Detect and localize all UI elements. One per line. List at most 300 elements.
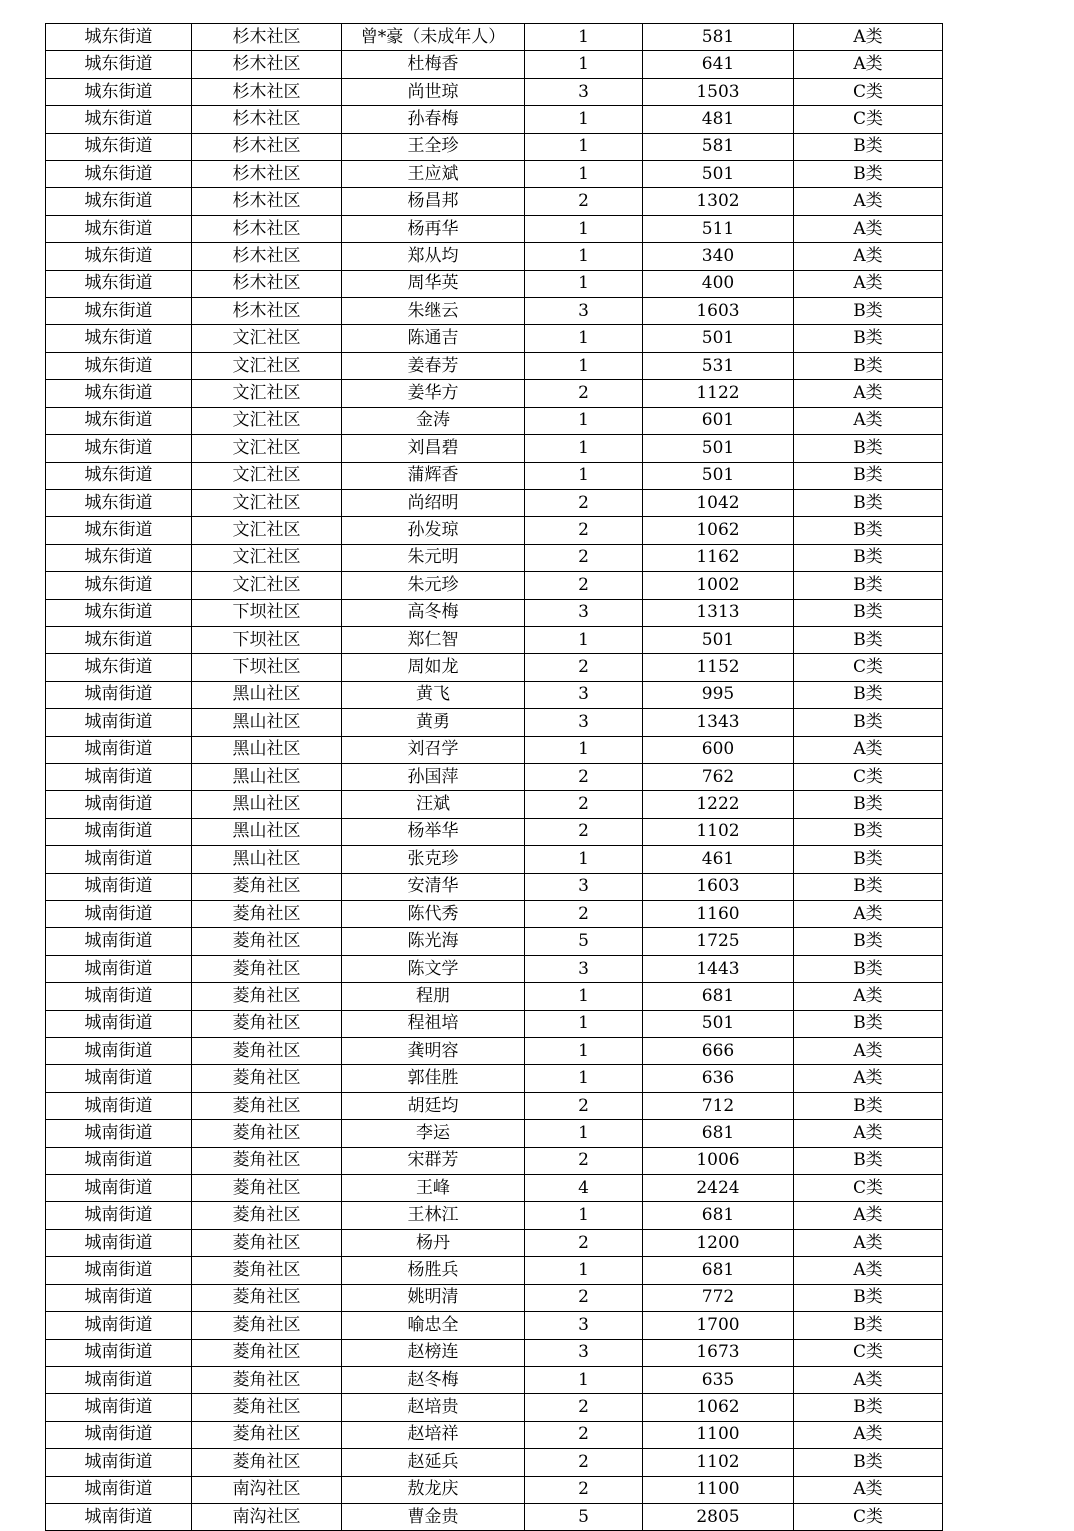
- amount-cell: 600: [643, 736, 794, 763]
- amount-cell: 1100: [643, 1476, 794, 1503]
- name-cell: 孙春梅: [342, 106, 525, 133]
- community-cell: 菱角社区: [192, 1312, 342, 1339]
- table-row: [46, 407, 943, 434]
- category-cell: A类: [794, 215, 943, 242]
- category-cell: B类: [794, 846, 943, 873]
- community-cell: 下坝社区: [192, 599, 342, 626]
- table-row: [46, 626, 943, 653]
- category-cell: B类: [794, 489, 943, 516]
- table-row: [46, 1503, 943, 1530]
- table-row: [46, 1175, 943, 1202]
- category-cell: A类: [794, 1202, 943, 1229]
- category-cell: A类: [794, 1038, 943, 1065]
- table-row: [46, 215, 943, 242]
- name-cell: 曾*豪（未成年人）: [342, 24, 525, 51]
- name-cell: 赵延兵: [342, 1449, 525, 1476]
- name-cell: 程朋: [342, 983, 525, 1010]
- street-cell: 城南街道: [46, 1175, 192, 1202]
- household-size-cell: 1: [525, 1120, 643, 1147]
- community-cell: 杉木社区: [192, 133, 342, 160]
- community-cell: 菱角社区: [192, 1449, 342, 1476]
- amount-cell: 2424: [643, 1175, 794, 1202]
- name-cell: 杨昌邦: [342, 188, 525, 215]
- household-size-cell: 1: [525, 462, 643, 489]
- street-cell: 城东街道: [46, 78, 192, 105]
- household-size-cell: 1: [525, 1038, 643, 1065]
- table-row: [46, 51, 943, 78]
- household-size-cell: 2: [525, 1147, 643, 1174]
- table-row: [46, 1202, 943, 1229]
- name-cell: 杨胜兵: [342, 1257, 525, 1284]
- street-cell: 城南街道: [46, 901, 192, 928]
- household-size-cell: 2: [525, 188, 643, 215]
- household-size-cell: 3: [525, 681, 643, 708]
- table-row: [46, 298, 943, 325]
- name-cell: 刘昌碧: [342, 435, 525, 462]
- amount-cell: 1006: [643, 1147, 794, 1174]
- name-cell: 赵冬梅: [342, 1366, 525, 1393]
- category-cell: B类: [794, 928, 943, 955]
- street-cell: 城南街道: [46, 873, 192, 900]
- household-size-cell: 1: [525, 1366, 643, 1393]
- name-cell: 郑仁智: [342, 626, 525, 653]
- household-size-cell: 3: [525, 1312, 643, 1339]
- amount-cell: 712: [643, 1092, 794, 1119]
- household-size-cell: 2: [525, 654, 643, 681]
- category-cell: B类: [794, 325, 943, 352]
- amount-cell: 1102: [643, 818, 794, 845]
- name-cell: 曹金贵: [342, 1503, 525, 1530]
- community-cell: 黑山社区: [192, 736, 342, 763]
- amount-cell: 1503: [643, 78, 794, 105]
- category-cell: A类: [794, 243, 943, 270]
- name-cell: 张克珍: [342, 846, 525, 873]
- street-cell: 城南街道: [46, 1284, 192, 1311]
- community-cell: 杉木社区: [192, 106, 342, 133]
- name-cell: 黄勇: [342, 709, 525, 736]
- street-cell: 城东街道: [46, 24, 192, 51]
- street-cell: 城南街道: [46, 1065, 192, 1092]
- community-cell: 黑山社区: [192, 709, 342, 736]
- amount-cell: 481: [643, 106, 794, 133]
- community-cell: 菱角社区: [192, 1038, 342, 1065]
- community-cell: 菱角社区: [192, 1284, 342, 1311]
- community-cell: 杉木社区: [192, 270, 342, 297]
- name-cell: 喻忠全: [342, 1312, 525, 1339]
- table-row: [46, 654, 943, 681]
- street-cell: 城南街道: [46, 1476, 192, 1503]
- community-cell: 南沟社区: [192, 1503, 342, 1530]
- street-cell: 城东街道: [46, 517, 192, 544]
- name-cell: 朱继云: [342, 298, 525, 325]
- community-cell: 文汇社区: [192, 572, 342, 599]
- street-cell: 城南街道: [46, 1449, 192, 1476]
- table-row: [46, 380, 943, 407]
- community-cell: 杉木社区: [192, 24, 342, 51]
- street-cell: 城东街道: [46, 544, 192, 571]
- table-row: [46, 572, 943, 599]
- table-row: [46, 106, 943, 133]
- amount-cell: 681: [643, 1120, 794, 1147]
- street-cell: 城南街道: [46, 928, 192, 955]
- household-size-cell: 1: [525, 1065, 643, 1092]
- community-cell: 杉木社区: [192, 188, 342, 215]
- table-row: [46, 791, 943, 818]
- category-cell: B类: [794, 1092, 943, 1119]
- amount-cell: 681: [643, 1202, 794, 1229]
- category-cell: A类: [794, 270, 943, 297]
- category-cell: B类: [794, 599, 943, 626]
- category-cell: B类: [794, 709, 943, 736]
- table-body: [46, 24, 943, 1531]
- household-size-cell: 1: [525, 407, 643, 434]
- table-row: [46, 462, 943, 489]
- street-cell: 城东街道: [46, 407, 192, 434]
- street-cell: 城南街道: [46, 1038, 192, 1065]
- table-row: [46, 325, 943, 352]
- category-cell: B类: [794, 1394, 943, 1421]
- community-cell: 菱角社区: [192, 1339, 342, 1366]
- community-cell: 菱角社区: [192, 901, 342, 928]
- amount-cell: 400: [643, 270, 794, 297]
- category-cell: A类: [794, 1366, 943, 1393]
- category-cell: A类: [794, 736, 943, 763]
- name-cell: 陈代秀: [342, 901, 525, 928]
- street-cell: 城南街道: [46, 1010, 192, 1037]
- table-row: [46, 1257, 943, 1284]
- community-cell: 菱角社区: [192, 1092, 342, 1119]
- household-size-cell: 2: [525, 1229, 643, 1256]
- street-cell: 城南街道: [46, 818, 192, 845]
- street-cell: 城东街道: [46, 352, 192, 379]
- community-cell: 文汇社区: [192, 435, 342, 462]
- household-size-cell: 3: [525, 873, 643, 900]
- category-cell: B类: [794, 462, 943, 489]
- category-cell: A类: [794, 24, 943, 51]
- name-cell: 程祖培: [342, 1010, 525, 1037]
- table-row: [46, 270, 943, 297]
- street-cell: 城东街道: [46, 572, 192, 599]
- street-cell: 城南街道: [46, 1503, 192, 1530]
- table-row: [46, 133, 943, 160]
- amount-cell: 995: [643, 681, 794, 708]
- amount-cell: 641: [643, 51, 794, 78]
- household-size-cell: 2: [525, 901, 643, 928]
- amount-cell: 1313: [643, 599, 794, 626]
- name-cell: 蒲辉香: [342, 462, 525, 489]
- name-cell: 龚明容: [342, 1038, 525, 1065]
- amount-cell: 666: [643, 1038, 794, 1065]
- community-cell: 菱角社区: [192, 873, 342, 900]
- street-cell: 城东街道: [46, 380, 192, 407]
- category-cell: B类: [794, 1312, 943, 1339]
- amount-cell: 1603: [643, 873, 794, 900]
- community-cell: 文汇社区: [192, 325, 342, 352]
- community-cell: 黑山社区: [192, 818, 342, 845]
- household-size-cell: 5: [525, 928, 643, 955]
- table-row: [46, 901, 943, 928]
- amount-cell: 1100: [643, 1421, 794, 1448]
- community-cell: 菱角社区: [192, 1147, 342, 1174]
- amount-cell: 636: [643, 1065, 794, 1092]
- street-cell: 城东街道: [46, 626, 192, 653]
- name-cell: 赵榜连: [342, 1339, 525, 1366]
- table-row: [46, 928, 943, 955]
- name-cell: 宋群芳: [342, 1147, 525, 1174]
- category-cell: A类: [794, 1120, 943, 1147]
- table-row: [46, 243, 943, 270]
- name-cell: 杜梅香: [342, 51, 525, 78]
- amount-cell: 501: [643, 1010, 794, 1037]
- amount-cell: 501: [643, 325, 794, 352]
- community-cell: 菱角社区: [192, 1202, 342, 1229]
- household-size-cell: 2: [525, 544, 643, 571]
- name-cell: 王峰: [342, 1175, 525, 1202]
- community-cell: 南沟社区: [192, 1476, 342, 1503]
- category-cell: A类: [794, 983, 943, 1010]
- amount-cell: 1160: [643, 901, 794, 928]
- name-cell: 李运: [342, 1120, 525, 1147]
- category-cell: A类: [794, 51, 943, 78]
- community-cell: 杉木社区: [192, 215, 342, 242]
- table-row: [46, 517, 943, 544]
- household-size-cell: 1: [525, 1202, 643, 1229]
- table-row: [46, 544, 943, 571]
- category-cell: B类: [794, 1284, 943, 1311]
- name-cell: 杨丹: [342, 1229, 525, 1256]
- community-cell: 文汇社区: [192, 407, 342, 434]
- table-row: [46, 818, 943, 845]
- household-size-cell: 2: [525, 1421, 643, 1448]
- community-cell: 文汇社区: [192, 380, 342, 407]
- amount-cell: 1443: [643, 955, 794, 982]
- household-size-cell: 3: [525, 955, 643, 982]
- category-cell: B类: [794, 133, 943, 160]
- name-cell: 陈通吉: [342, 325, 525, 352]
- community-cell: 菱角社区: [192, 1366, 342, 1393]
- name-cell: 刘召学: [342, 736, 525, 763]
- community-cell: 菱角社区: [192, 928, 342, 955]
- street-cell: 城东街道: [46, 270, 192, 297]
- table-row: [46, 1312, 943, 1339]
- table-row: [46, 352, 943, 379]
- household-size-cell: 1: [525, 51, 643, 78]
- table-row: [46, 955, 943, 982]
- household-size-cell: 2: [525, 489, 643, 516]
- household-size-cell: 2: [525, 517, 643, 544]
- community-cell: 文汇社区: [192, 517, 342, 544]
- household-size-cell: 1: [525, 325, 643, 352]
- amount-cell: 1122: [643, 380, 794, 407]
- name-cell: 朱元明: [342, 544, 525, 571]
- category-cell: A类: [794, 1476, 943, 1503]
- street-cell: 城南街道: [46, 709, 192, 736]
- household-size-cell: 1: [525, 133, 643, 160]
- name-cell: 尚绍明: [342, 489, 525, 516]
- name-cell: 敖龙庆: [342, 1476, 525, 1503]
- amount-cell: 501: [643, 462, 794, 489]
- table-row: [46, 1366, 943, 1393]
- amount-cell: 1700: [643, 1312, 794, 1339]
- street-cell: 城南街道: [46, 1421, 192, 1448]
- amount-cell: 1152: [643, 654, 794, 681]
- amount-cell: 1603: [643, 298, 794, 325]
- table-row: [46, 736, 943, 763]
- name-cell: 杨再华: [342, 215, 525, 242]
- category-cell: A类: [794, 1421, 943, 1448]
- community-cell: 下坝社区: [192, 626, 342, 653]
- table-row: [46, 161, 943, 188]
- household-size-cell: 1: [525, 846, 643, 873]
- amount-cell: 1222: [643, 791, 794, 818]
- household-size-cell: 1: [525, 243, 643, 270]
- table-row: [46, 1092, 943, 1119]
- category-cell: C类: [794, 106, 943, 133]
- name-cell: 王林江: [342, 1202, 525, 1229]
- household-size-cell: 2: [525, 1284, 643, 1311]
- name-cell: 黄飞: [342, 681, 525, 708]
- community-cell: 菱角社区: [192, 1065, 342, 1092]
- category-cell: B类: [794, 161, 943, 188]
- amount-cell: 501: [643, 435, 794, 462]
- community-cell: 菱角社区: [192, 1120, 342, 1147]
- name-cell: 朱元珍: [342, 572, 525, 599]
- community-cell: 黑山社区: [192, 846, 342, 873]
- table-row: [46, 846, 943, 873]
- amount-cell: 772: [643, 1284, 794, 1311]
- name-cell: 汪斌: [342, 791, 525, 818]
- community-cell: 菱角社区: [192, 955, 342, 982]
- table-row: [46, 1476, 943, 1503]
- household-size-cell: 3: [525, 599, 643, 626]
- name-cell: 周如龙: [342, 654, 525, 681]
- community-cell: 杉木社区: [192, 78, 342, 105]
- street-cell: 城东街道: [46, 325, 192, 352]
- street-cell: 城南街道: [46, 983, 192, 1010]
- street-cell: 城南街道: [46, 1147, 192, 1174]
- category-cell: B类: [794, 681, 943, 708]
- community-cell: 菱角社区: [192, 1229, 342, 1256]
- household-size-cell: 1: [525, 435, 643, 462]
- street-cell: 城南街道: [46, 791, 192, 818]
- community-cell: 菱角社区: [192, 1394, 342, 1421]
- category-cell: C类: [794, 763, 943, 790]
- table-row: [46, 489, 943, 516]
- table-row: [46, 24, 943, 51]
- household-size-cell: 1: [525, 736, 643, 763]
- table-row: [46, 435, 943, 462]
- household-size-cell: 2: [525, 1092, 643, 1119]
- household-size-cell: 3: [525, 1339, 643, 1366]
- community-cell: 文汇社区: [192, 462, 342, 489]
- household-size-cell: 1: [525, 983, 643, 1010]
- street-cell: 城东街道: [46, 161, 192, 188]
- table-row: [46, 983, 943, 1010]
- name-cell: 尚世琼: [342, 78, 525, 105]
- table-row: [46, 873, 943, 900]
- street-cell: 城东街道: [46, 188, 192, 215]
- name-cell: 赵培祥: [342, 1421, 525, 1448]
- name-cell: 姜华方: [342, 380, 525, 407]
- amount-cell: 1302: [643, 188, 794, 215]
- category-cell: A类: [794, 1065, 943, 1092]
- category-cell: A类: [794, 901, 943, 928]
- household-size-cell: 1: [525, 215, 643, 242]
- street-cell: 城南街道: [46, 1366, 192, 1393]
- category-cell: B类: [794, 435, 943, 462]
- street-cell: 城南街道: [46, 1229, 192, 1256]
- street-cell: 城东街道: [46, 133, 192, 160]
- street-cell: 城南街道: [46, 1120, 192, 1147]
- street-cell: 城南街道: [46, 681, 192, 708]
- street-cell: 城南街道: [46, 1312, 192, 1339]
- name-cell: 王全珍: [342, 133, 525, 160]
- table-row: [46, 1339, 943, 1366]
- community-cell: 菱角社区: [192, 1175, 342, 1202]
- household-size-cell: 2: [525, 818, 643, 845]
- community-cell: 黑山社区: [192, 681, 342, 708]
- table-row: [46, 599, 943, 626]
- amount-cell: 1102: [643, 1449, 794, 1476]
- community-cell: 文汇社区: [192, 544, 342, 571]
- category-cell: C类: [794, 1503, 943, 1530]
- household-size-cell: 1: [525, 626, 643, 653]
- category-cell: B类: [794, 298, 943, 325]
- name-cell: 陈文学: [342, 955, 525, 982]
- street-cell: 城东街道: [46, 215, 192, 242]
- household-size-cell: 1: [525, 1010, 643, 1037]
- category-cell: B类: [794, 1449, 943, 1476]
- name-cell: 郭佳胜: [342, 1065, 525, 1092]
- household-size-cell: 3: [525, 78, 643, 105]
- household-size-cell: 3: [525, 298, 643, 325]
- community-cell: 菱角社区: [192, 1257, 342, 1284]
- name-cell: 王应斌: [342, 161, 525, 188]
- table-row: [46, 681, 943, 708]
- category-cell: B类: [794, 352, 943, 379]
- amount-cell: 1725: [643, 928, 794, 955]
- household-size-cell: 1: [525, 161, 643, 188]
- amount-cell: 635: [643, 1366, 794, 1393]
- category-cell: A类: [794, 407, 943, 434]
- category-cell: B类: [794, 517, 943, 544]
- street-cell: 城东街道: [46, 489, 192, 516]
- community-cell: 菱角社区: [192, 1010, 342, 1037]
- household-size-cell: 2: [525, 572, 643, 599]
- street-cell: 城南街道: [46, 1092, 192, 1119]
- amount-cell: 461: [643, 846, 794, 873]
- street-cell: 城东街道: [46, 462, 192, 489]
- table-row: [46, 1147, 943, 1174]
- community-cell: 下坝社区: [192, 654, 342, 681]
- category-cell: B类: [794, 818, 943, 845]
- name-cell: 赵培贵: [342, 1394, 525, 1421]
- amount-cell: 1062: [643, 1394, 794, 1421]
- amount-cell: 340: [643, 243, 794, 270]
- name-cell: 姜春芳: [342, 352, 525, 379]
- table-row: [46, 1449, 943, 1476]
- category-cell: B类: [794, 1010, 943, 1037]
- category-cell: B类: [794, 955, 943, 982]
- table-row: [46, 1120, 943, 1147]
- amount-cell: 1200: [643, 1229, 794, 1256]
- name-cell: 胡廷均: [342, 1092, 525, 1119]
- name-cell: 金涛: [342, 407, 525, 434]
- street-cell: 城东街道: [46, 435, 192, 462]
- data-table: [45, 23, 943, 1531]
- table-row: [46, 188, 943, 215]
- street-cell: 城南街道: [46, 1394, 192, 1421]
